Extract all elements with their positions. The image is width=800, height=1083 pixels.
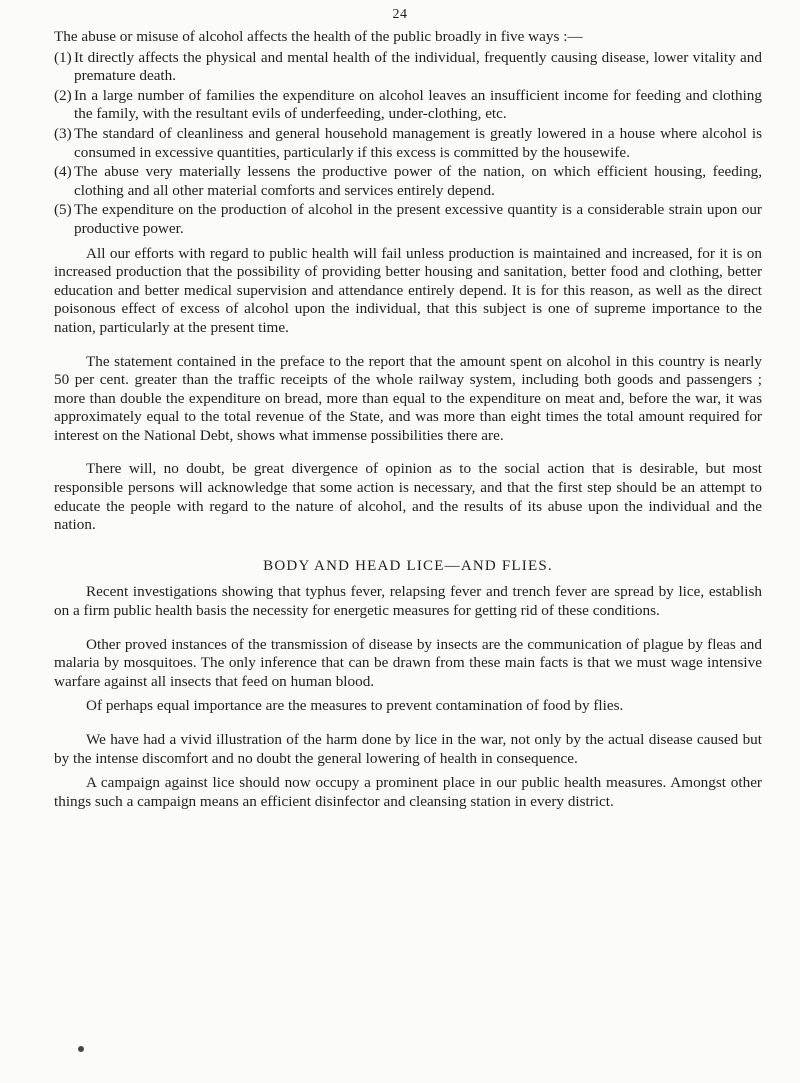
list-item-number: (5) — [54, 201, 72, 219]
section-heading: BODY AND HEAD LICE—AND FLIES. — [263, 557, 553, 574]
list-item-text: The standard of cleanliness and general household management is greatly lowered in a house where alcohol is consumed in excessive quantities, particularly if this excess is committed by the housewife. — [74, 124, 762, 161]
reasons-list — [54, 49, 762, 239]
intro-paragraph: The abuse or misuse of alcohol affects the health of the public broadly in five ways :— — [54, 28, 583, 45]
paragraph-recent: Recent investigations showing that typhus fever, relapsing fever and trench fever are spread by lice, establish on a firm public health basis the necessity for energetic measures for getting rid of these conditions. — [54, 583, 762, 620]
paragraph-other: Other proved instances of the transmission of disease by insects are the communication of plague by fleas and malaria by mosquitoes. The only inference that can be drawn from these main facts is that we must wage intensive warfare against all insects that feed on human blood. — [54, 635, 762, 690]
list-item-number: (4) — [54, 163, 72, 181]
list-item-text: It directly affects the physical and mental health of the individual, frequently causing disease, lower vitality and premature death. — [74, 48, 762, 85]
paragraph-efforts: All our efforts with regard to public health will fail unless production is maintained and increased, for it is on increased production that the possibility of providing better housing and sanitation, better food and clothing, better education and better medical supervision and attendance entirely depend. It is for this reason, as well as the direct poisonous effect of excess of alcohol upon the individual, that this subject is one of supreme importance to the nation, particularly at the present time. — [54, 244, 762, 336]
paragraph-perhaps: Of perhaps equal importance are the measures to prevent contamination of food by flies. — [86, 697, 624, 715]
list-item-number: (1) — [54, 48, 72, 66]
list-item-number: (3) — [54, 124, 72, 142]
list-item-number: (2) — [54, 86, 72, 104]
list-item — [54, 163, 762, 200]
page-number: 24 — [392, 7, 408, 22]
list-item-text: The abuse very materially lessens the productive power of the nation, on which efficient housing, feeding, clothing and all other material comforts and services entirely depend. — [74, 163, 762, 199]
list-item-text: The expenditure on the production of alcohol in the present excessive quantity is a considerable strain upon our productive power. — [74, 201, 762, 237]
paragraph-divergence: There will, no doubt, be great divergence of opinion as to the social action that is desirable, but most responsible persons will acknowledge that some action is necessary, and that the first step should be an attempt to educate the people with regard to the nature of alcohol, and the results of its abuse upon the individual and the nation. — [54, 460, 762, 534]
document-body — [54, 28, 762, 811]
paragraph-campaign: A campaign against lice should now occupy a prominent place in our public health measures. Amongst other things such a campaign means an efficient disinfector and cleansing station in every district. — [54, 774, 762, 810]
paragraph-vivid: We have had a vivid illustration of the harm done by lice in the war, not only by the actual disease caused but by the intense discomfort and no doubt the general lowering of health in consequence. — [54, 731, 762, 767]
list-item — [54, 201, 762, 238]
ink-speck — [78, 1046, 84, 1052]
list-item — [54, 125, 762, 162]
list-item — [54, 87, 762, 124]
list-item — [54, 49, 762, 86]
paragraph-statement: The statement contained in the preface to the report that the amount spent on alcohol in this country is nearly 50 per cent. greater than the traffic receipts of the whole railway system, including both goods and passengers ; more than double the expenditure on bread, more than equal to the expenditure on meat and, before the war, it was approximately equal to the total revenue of the State, and was more than eight times the total amount required for interest on the National Debt, shows what immense possibilities there are. — [54, 352, 762, 444]
list-item-text: In a large number of families the expenditure on alcohol leaves an insufficient income for feeding and clothing the family, with the resultant evils of underfeeding, under-clothing, etc. — [74, 86, 762, 123]
